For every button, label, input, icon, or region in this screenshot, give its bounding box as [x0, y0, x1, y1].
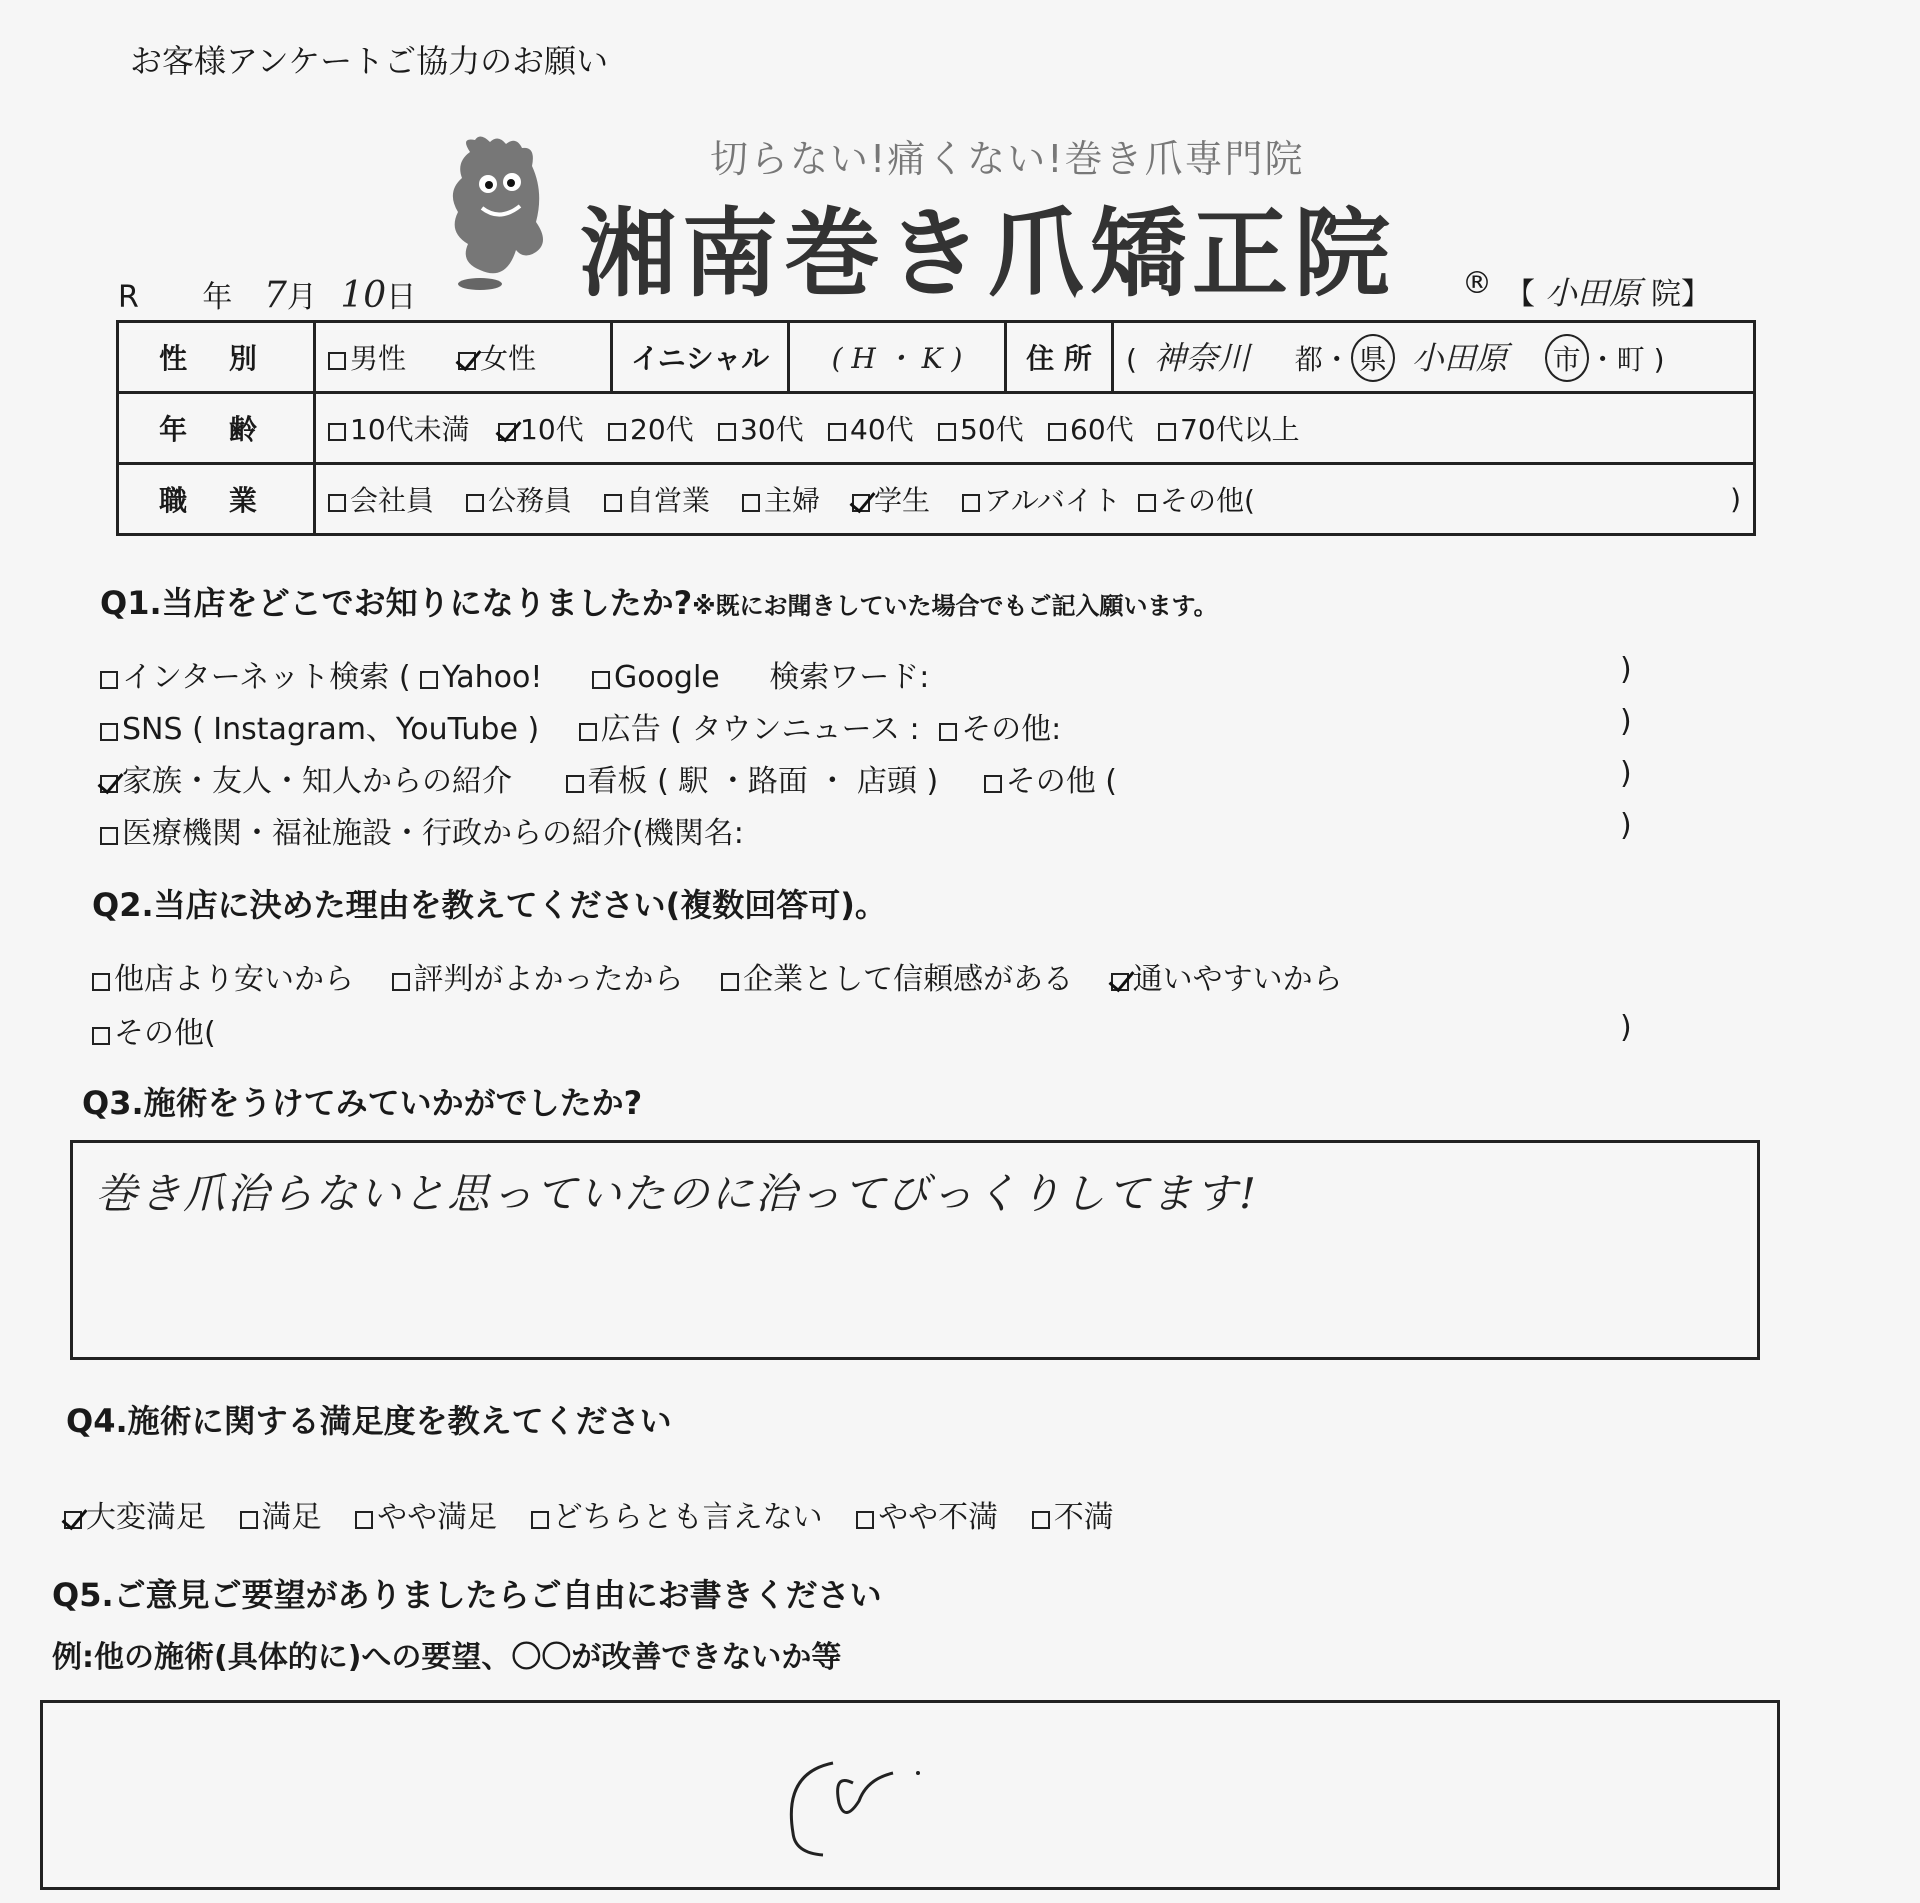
checkbox[interactable] — [100, 671, 118, 689]
checkbox[interactable] — [742, 494, 760, 512]
q1-row-medical — [100, 808, 744, 852]
checkbox-checked[interactable] — [100, 775, 118, 793]
option-label: 主婦 — [764, 484, 821, 517]
address-open: ( — [1126, 342, 1137, 376]
checkbox[interactable] — [566, 775, 584, 793]
address-city: 小田原 — [1411, 338, 1508, 377]
address-sep: ・ — [1322, 342, 1351, 376]
checkbox[interactable] — [328, 352, 346, 370]
q4-title: Q4.施術に関する満足度を教えてください — [66, 1402, 672, 1440]
checkbox[interactable] — [1138, 494, 1156, 512]
q5-answer-box[interactable] — [40, 1700, 1780, 1890]
q2-other-label: その他( — [114, 1016, 216, 1051]
age-cell — [315, 393, 1755, 464]
q1-row-sns — [100, 704, 1061, 748]
q1-google-label: Google — [613, 660, 720, 695]
branch-suffix: 院】 — [1651, 277, 1712, 312]
gender-option-female[interactable] — [458, 337, 536, 377]
checkbox[interactable] — [328, 494, 346, 512]
q1-row2-close: ) — [1620, 704, 1632, 739]
occupation-close: ) — [1730, 482, 1741, 516]
option-label: 70代以上 — [1180, 413, 1300, 446]
q5-example: 例:他の施術(具体的に)への要望、〇〇が改善できないか等 — [52, 1640, 842, 1675]
address-label: 住 所 — [1006, 322, 1113, 393]
q3-answer-text: 巻き爪治らないと思っていたのに治ってびっくりしてます! — [95, 1169, 1258, 1218]
occupation-option[interactable] — [742, 479, 820, 519]
checkbox[interactable] — [579, 723, 597, 741]
checkbox[interactable] — [938, 423, 956, 441]
checkbox-checked[interactable] — [498, 423, 516, 441]
checkbox[interactable] — [962, 494, 980, 512]
q3-title: Q3.施術をうけてみていかがでしたか? — [82, 1084, 643, 1122]
tagline: 切らない!痛くない!巻き爪専門院 — [710, 137, 1305, 181]
age-option[interactable] — [1048, 408, 1134, 448]
mascot-logo-icon — [440, 132, 560, 292]
checkbox[interactable] — [531, 1511, 549, 1529]
address-cell — [1113, 322, 1755, 393]
q1-row-referral — [100, 756, 1117, 800]
q2-option-label: 評判がよかったから — [413, 962, 684, 997]
option-label: その他( — [1160, 484, 1255, 517]
q1-referral-label: 家族・友人・知人からの紹介 — [122, 764, 512, 799]
q1-sns-label: SNS ( Instagram、YouTube ) — [122, 712, 540, 747]
q4-option-label: やや不満 — [878, 1500, 999, 1535]
option-label: 30代 — [740, 413, 804, 446]
checkbox[interactable] — [392, 973, 410, 991]
option-label: 女性 — [480, 342, 537, 375]
occupation-option[interactable] — [604, 479, 710, 519]
checkbox[interactable] — [466, 494, 484, 512]
checkbox-checked[interactable] — [1111, 973, 1129, 991]
checkbox[interactable] — [608, 423, 626, 441]
survey-title: お客様アンケートご協力のお願い — [130, 42, 609, 80]
checkbox-checked[interactable] — [64, 1511, 82, 1529]
checkbox[interactable] — [100, 723, 118, 741]
checkbox[interactable] — [1048, 423, 1066, 441]
branch-open: 【 — [1505, 277, 1535, 312]
registered-mark: ® — [1462, 266, 1492, 301]
age-option[interactable] — [1158, 408, 1300, 448]
checkbox[interactable] — [939, 723, 957, 741]
q4-option-label: 満足 — [261, 1500, 322, 1535]
q2-option-label: 企業として信頼感がある — [743, 962, 1074, 997]
checkbox[interactable] — [604, 494, 622, 512]
age-option[interactable] — [828, 408, 914, 448]
q1-sign-label: 看板 ( 駅 ・路面 ・ 店頭 ) — [587, 764, 939, 799]
age-option[interactable] — [718, 408, 804, 448]
q1-row4-close: ) — [1620, 808, 1632, 843]
checkbox[interactable] — [718, 423, 736, 441]
q1-yahoo-label: Yahoo! — [442, 660, 543, 695]
checkbox[interactable] — [828, 423, 846, 441]
q1-title — [100, 578, 1218, 624]
checkbox[interactable] — [592, 671, 610, 689]
q2-option-label: 他店より安いから — [114, 962, 354, 997]
option-label: 自営業 — [626, 484, 711, 517]
checkbox[interactable] — [100, 827, 118, 845]
option-label: 学生 — [874, 484, 931, 517]
age-label: 年 齢 — [118, 393, 315, 464]
q5-title: Q5.ご意見ご要望がありましたらご自由にお書きください — [52, 1576, 882, 1614]
address-prefecture: 神奈川 — [1153, 338, 1250, 377]
occupation-label: 職 業 — [118, 464, 315, 535]
age-option[interactable] — [498, 408, 584, 448]
respondent-info-table — [116, 320, 1756, 536]
occupation-cell — [315, 464, 1755, 535]
date-month: 7 — [263, 275, 287, 316]
q4-options — [64, 1492, 1114, 1536]
q4-option-label: やや満足 — [377, 1500, 498, 1535]
handwritten-scribble-icon — [743, 1743, 963, 1863]
option-label: 20代 — [630, 413, 694, 446]
date-day: 10 — [340, 275, 387, 316]
date-day-label: 日 — [386, 280, 417, 315]
q3-answer-box[interactable] — [70, 1140, 1760, 1360]
q2-other-row — [92, 1008, 216, 1052]
checkbox[interactable] — [328, 423, 346, 441]
q2-title: Q2.当店に決めた理由を教えてください(複数回答可)。 — [92, 886, 887, 924]
address-ken-circled: 県 — [1351, 334, 1395, 382]
q2-options — [92, 954, 1343, 998]
checkbox[interactable] — [92, 973, 110, 991]
q1-medical-label: 医療機関・福祉施設・行政からの紹介(機関名: — [122, 816, 744, 851]
gender-cell — [315, 322, 612, 393]
address-machi: 町 ) — [1616, 342, 1665, 376]
gender-label: 性 別 — [118, 322, 315, 393]
q1-row3-close: ) — [1620, 756, 1632, 791]
initials-value: ( H ・ K ) — [789, 322, 1006, 393]
address-sep: ・ — [1588, 342, 1617, 376]
date-line — [118, 272, 416, 316]
date-year-label: 年 — [202, 280, 233, 315]
age-option[interactable] — [328, 408, 470, 448]
occupation-option[interactable] — [852, 479, 930, 519]
address-to: 都 — [1294, 342, 1323, 376]
checkbox[interactable] — [240, 1511, 258, 1529]
option-label: 10代 — [520, 413, 584, 446]
occupation-option[interactable] — [962, 479, 1121, 519]
checkbox[interactable] — [355, 1511, 373, 1529]
option-label: 公務員 — [488, 484, 573, 517]
q1-other2-label: その他 ( — [1005, 764, 1117, 799]
checkbox-checked[interactable] — [458, 352, 476, 370]
checkbox[interactable] — [1158, 423, 1176, 441]
date-era: R — [118, 280, 139, 315]
address-shi-circled: 市 — [1545, 334, 1589, 382]
option-label: 男性 — [350, 342, 407, 375]
q1-title-text: Q1.当店をどこでお知りになりましたか? — [100, 584, 693, 622]
q2-option-label: 通いやすいから — [1132, 962, 1343, 997]
checkbox[interactable] — [1032, 1511, 1050, 1529]
q1-row-internet — [100, 652, 929, 696]
option-label: 会社員 — [350, 484, 435, 517]
checkbox-checked[interactable] — [852, 494, 870, 512]
option-label: 40代 — [850, 413, 914, 446]
q1-note: ※既にお聞きしていた場合でもご記入願います。 — [692, 592, 1218, 620]
age-option[interactable] — [608, 408, 694, 448]
q2-close: ) — [1620, 1010, 1632, 1045]
q1-row1-close: ) — [1620, 652, 1632, 687]
initials-label: イニシャル — [612, 322, 789, 393]
checkbox[interactable] — [92, 1027, 110, 1045]
occupation-option[interactable] — [1138, 479, 1255, 519]
q1-other-label: その他: — [961, 712, 1062, 747]
clinic-name: 湘南巻き爪矯正院 — [580, 197, 1396, 310]
q1-internet-label: インターネット検索 ( — [122, 660, 411, 695]
q4-option-label: 不満 — [1053, 1500, 1114, 1535]
checkbox[interactable] — [984, 775, 1002, 793]
age-option[interactable] — [938, 408, 1024, 448]
gender-option-male[interactable] — [328, 337, 406, 377]
q4-option-label: 大変満足 — [86, 1500, 206, 1535]
branch-handwritten: 小田原 — [1545, 274, 1642, 312]
option-label: 50代 — [960, 413, 1024, 446]
option-label: アルバイト — [984, 484, 1121, 517]
date-month-label: 月 — [286, 280, 317, 315]
option-label: 10代未満 — [350, 413, 470, 446]
option-label: 60代 — [1070, 413, 1134, 446]
checkbox[interactable] — [856, 1511, 874, 1529]
occupation-option[interactable] — [466, 479, 572, 519]
branch-label — [1505, 268, 1711, 314]
occupation-option[interactable] — [328, 479, 434, 519]
q4-option-label: どちらとも言えない — [552, 1500, 823, 1535]
checkbox[interactable] — [420, 671, 438, 689]
checkbox[interactable] — [721, 973, 739, 991]
q1-keyword-label: 検索ワード: — [769, 660, 930, 695]
q1-ad-label: 広告 ( タウンニュース : — [600, 712, 920, 747]
